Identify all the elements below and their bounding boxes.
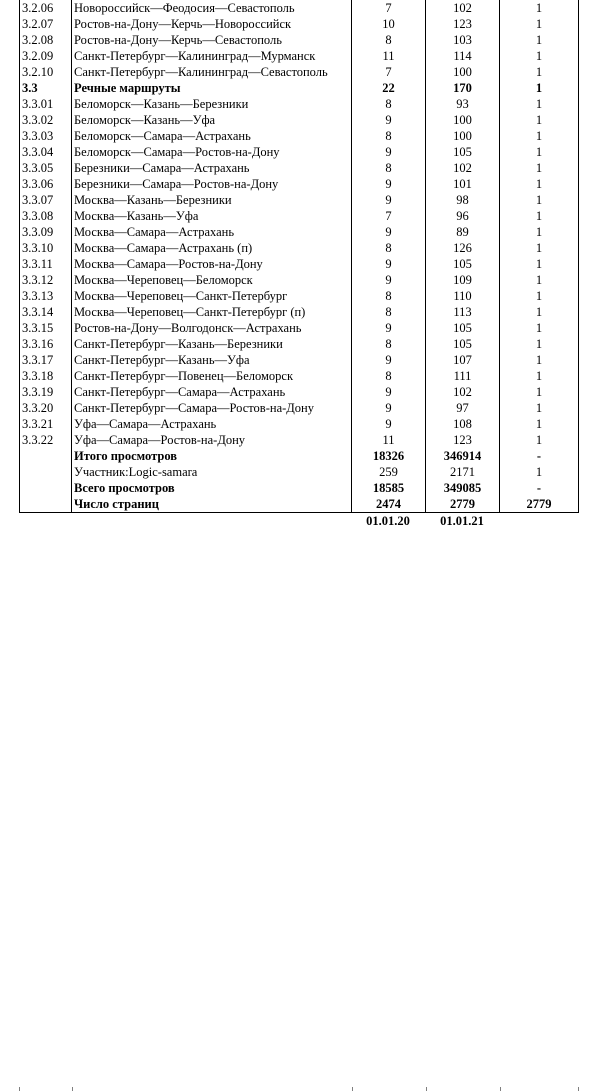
route-code-cell: 3.3.10 xyxy=(20,240,72,256)
route-code-cell: 3.3.09 xyxy=(20,224,72,240)
pages-count-cell: 1 xyxy=(500,288,579,304)
route-code-cell: 3.3.11 xyxy=(20,256,72,272)
views-2021-cell: 97 xyxy=(426,400,500,416)
table-row xyxy=(20,0,579,16)
table-row xyxy=(20,192,579,208)
views-2020-cell: 9 xyxy=(352,112,426,128)
views-2021-cell: 123 xyxy=(426,432,500,448)
table-row xyxy=(20,352,579,368)
pages-count-cell: 1 xyxy=(500,224,579,240)
views-2020-cell: 9 xyxy=(352,192,426,208)
route-name-cell: Санкт-Петербург—Калининград—Севастополь xyxy=(72,64,352,80)
route-code-cell: 3.2.06 xyxy=(20,0,72,16)
pages-count-cell: 1 xyxy=(500,192,579,208)
views-2020-cell: 8 xyxy=(352,240,426,256)
pages-count-cell: 1 xyxy=(500,256,579,272)
route-name-cell: Санкт-Петербург—Калининград—Мурманск xyxy=(72,48,352,64)
route-code-cell: 3.3.14 xyxy=(20,304,72,320)
table-row xyxy=(20,432,579,448)
route-name-cell: Санкт-Петербург—Повенец—Беломорск xyxy=(72,368,352,384)
pages-count-cell: 1 xyxy=(500,320,579,336)
route-code-cell xyxy=(20,480,72,496)
table-row xyxy=(20,208,579,224)
views-2020-cell: 259 xyxy=(352,464,426,480)
pages-count-cell: 1 xyxy=(500,0,579,16)
pages-count-cell: 1 xyxy=(500,352,579,368)
table-row xyxy=(20,224,579,240)
views-2020-cell: 8 xyxy=(352,288,426,304)
route-name-cell: Ростов-на-Дону—Волгодонск—Астрахань xyxy=(72,320,352,336)
views-2021-cell: 2779 xyxy=(426,496,500,513)
views-2021-cell: 349085 xyxy=(426,480,500,496)
views-2021-cell: 114 xyxy=(426,48,500,64)
route-code-cell: 3.3.13 xyxy=(20,288,72,304)
pages-count-cell: 1 xyxy=(500,96,579,112)
views-2021-cell: 102 xyxy=(426,160,500,176)
route-name-cell: Москва—Казань—Березники xyxy=(72,192,352,208)
views-2021-cell: 105 xyxy=(426,144,500,160)
column-tick xyxy=(426,1087,427,1091)
route-code-cell: 3.3.01 xyxy=(20,96,72,112)
views-2021-cell: 346914 xyxy=(426,448,500,464)
route-name-cell: Санкт-Петербург—Казань—Уфа xyxy=(72,352,352,368)
route-name-cell: Участник:Logic-samara xyxy=(72,464,352,480)
views-2021-cell: 89 xyxy=(426,224,500,240)
table-row xyxy=(20,464,579,480)
route-name-cell: Беломорск—Самара—Астрахань xyxy=(72,128,352,144)
views-2020-cell: 8 xyxy=(352,304,426,320)
views-2020-cell: 11 xyxy=(352,48,426,64)
spreadsheet-page xyxy=(19,0,578,530)
pages-count-cell: 1 xyxy=(500,176,579,192)
views-2020-cell: 8 xyxy=(352,160,426,176)
pages-count-cell: 1 xyxy=(500,368,579,384)
views-2021-cell: 111 xyxy=(426,368,500,384)
route-name-cell: Березники—Самара—Ростов-на-Дону xyxy=(72,176,352,192)
table-row xyxy=(20,368,579,384)
views-2021-cell: 101 xyxy=(426,176,500,192)
table-row xyxy=(20,256,579,272)
route-code-cell: 3.2.07 xyxy=(20,16,72,32)
views-2020-cell: 22 xyxy=(352,80,426,96)
route-name-cell: Итого просмотров xyxy=(72,448,352,464)
table-row xyxy=(20,176,579,192)
views-2021-cell: 100 xyxy=(426,64,500,80)
route-code-cell: 3.3.03 xyxy=(20,128,72,144)
views-2020-cell: 8 xyxy=(352,96,426,112)
routes-table xyxy=(19,0,579,513)
pages-count-cell: 1 xyxy=(500,128,579,144)
route-code-cell: 3.3.07 xyxy=(20,192,72,208)
views-2020-cell: 9 xyxy=(352,272,426,288)
date-2020-label: 01.01.20 xyxy=(366,514,410,528)
pages-count-cell: 1 xyxy=(500,272,579,288)
views-2020-cell: 7 xyxy=(352,64,426,80)
pages-count-cell: 1 xyxy=(500,64,579,80)
views-2021-cell: 108 xyxy=(426,416,500,432)
route-name-cell: Ростов-на-Дону—Керчь—Севастополь xyxy=(72,32,352,48)
views-2020-cell: 9 xyxy=(352,176,426,192)
views-2020-cell: 9 xyxy=(352,320,426,336)
views-2021-cell: 100 xyxy=(426,112,500,128)
route-code-cell: 3.3.06 xyxy=(20,176,72,192)
route-code-cell: 3.3.15 xyxy=(20,320,72,336)
table-row xyxy=(20,496,579,513)
route-code-cell xyxy=(20,464,72,480)
table-row xyxy=(20,48,579,64)
views-2020-cell: 18326 xyxy=(352,448,426,464)
table-row xyxy=(20,240,579,256)
table-row xyxy=(20,32,579,48)
pages-count-cell: 1 xyxy=(500,384,579,400)
route-name-cell: Новороссийск—Феодосия—Севастополь xyxy=(72,0,352,16)
column-tick xyxy=(72,1087,73,1091)
views-2021-cell: 105 xyxy=(426,336,500,352)
table-row xyxy=(20,64,579,80)
table-row xyxy=(20,80,579,96)
route-name-cell: Москва—Самара—Астрахань xyxy=(72,224,352,240)
views-2021-cell: 100 xyxy=(426,128,500,144)
route-code-cell: 3.3.22 xyxy=(20,432,72,448)
pages-count-cell: - xyxy=(500,448,579,464)
route-code-cell: 3.3 xyxy=(20,80,72,96)
route-code-cell: 3.2.08 xyxy=(20,32,72,48)
route-name-cell: Санкт-Петербург—Казань—Березники xyxy=(72,336,352,352)
views-2021-cell: 93 xyxy=(426,96,500,112)
column-tick xyxy=(19,1087,20,1091)
pages-count-cell: 1 xyxy=(500,336,579,352)
views-2020-cell: 11 xyxy=(352,432,426,448)
views-2021-cell: 102 xyxy=(426,384,500,400)
table-row xyxy=(20,288,579,304)
table-row xyxy=(20,336,579,352)
pages-count-cell: 1 xyxy=(500,464,579,480)
route-name-cell: Ростов-на-Дону—Керчь—Новороссийск xyxy=(72,16,352,32)
route-code-cell: 3.3.05 xyxy=(20,160,72,176)
table-row xyxy=(20,128,579,144)
views-2020-cell: 9 xyxy=(352,256,426,272)
route-name-cell: Березники—Самара—Астрахань xyxy=(72,160,352,176)
route-name-cell: Всего просмотров xyxy=(72,480,352,496)
route-code-cell: 3.3.02 xyxy=(20,112,72,128)
route-name-cell: Число страниц xyxy=(72,496,352,513)
pages-count-cell: 1 xyxy=(500,240,579,256)
route-code-cell: 3.2.10 xyxy=(20,64,72,80)
pages-count-cell: 1 xyxy=(500,432,579,448)
route-code-cell: 3.3.21 xyxy=(20,416,72,432)
table-row xyxy=(20,400,579,416)
route-name-cell: Санкт-Петербург—Самара—Ростов-на-Дону xyxy=(72,400,352,416)
table-row xyxy=(20,272,579,288)
route-name-cell: Москва—Казань—Уфа xyxy=(72,208,352,224)
route-code-cell: 3.3.08 xyxy=(20,208,72,224)
pages-count-cell: 1 xyxy=(500,304,579,320)
column-tick xyxy=(352,1087,353,1091)
table-row xyxy=(20,144,579,160)
views-2020-cell: 9 xyxy=(352,416,426,432)
table-row xyxy=(20,480,579,496)
views-2020-cell: 7 xyxy=(352,208,426,224)
pages-count-cell: 1 xyxy=(500,416,579,432)
pages-count-cell: 1 xyxy=(500,400,579,416)
views-2020-cell: 8 xyxy=(352,32,426,48)
views-2020-cell: 8 xyxy=(352,336,426,352)
route-code-cell: 3.3.17 xyxy=(20,352,72,368)
dates-row xyxy=(19,513,578,530)
table-row xyxy=(20,16,579,32)
route-code-cell: 3.3.04 xyxy=(20,144,72,160)
route-name-cell: Уфа—Самара—Ростов-на-Дону xyxy=(72,432,352,448)
route-name-cell: Санкт-Петербург—Самара—Астрахань xyxy=(72,384,352,400)
views-2021-cell: 170 xyxy=(426,80,500,96)
route-code-cell xyxy=(20,448,72,464)
route-name-cell: Беломорск—Казань—Березники xyxy=(72,96,352,112)
pages-count-cell: 1 xyxy=(500,112,579,128)
pages-count-cell: 1 xyxy=(500,16,579,32)
views-2021-cell: 98 xyxy=(426,192,500,208)
route-name-cell: Москва—Самара—Ростов-на-Дону xyxy=(72,256,352,272)
table-row xyxy=(20,384,579,400)
views-2020-cell: 2474 xyxy=(352,496,426,513)
views-2021-cell: 109 xyxy=(426,272,500,288)
route-code-cell: 3.2.09 xyxy=(20,48,72,64)
views-2021-cell: 96 xyxy=(426,208,500,224)
views-2020-cell: 18585 xyxy=(352,480,426,496)
route-name-cell: Москва—Череповец—Санкт-Петербург (п) xyxy=(72,304,352,320)
views-2020-cell: 9 xyxy=(352,144,426,160)
views-2021-cell: 107 xyxy=(426,352,500,368)
table-row xyxy=(20,448,579,464)
column-tick xyxy=(500,1087,501,1091)
route-code-cell: 3.3.20 xyxy=(20,400,72,416)
views-2020-cell: 9 xyxy=(352,384,426,400)
route-name-cell: Беломорск—Самара—Ростов-на-Дону xyxy=(72,144,352,160)
route-name-cell: Москва—Самара—Астрахань (п) xyxy=(72,240,352,256)
views-2020-cell: 9 xyxy=(352,352,426,368)
views-2020-cell: 8 xyxy=(352,128,426,144)
table-row xyxy=(20,112,579,128)
routes-table-body xyxy=(20,0,579,513)
table-row xyxy=(20,160,579,176)
views-2021-cell: 126 xyxy=(426,240,500,256)
views-2020-cell: 9 xyxy=(352,400,426,416)
views-2021-cell: 113 xyxy=(426,304,500,320)
views-2020-cell: 7 xyxy=(352,0,426,16)
route-code-cell: 3.3.16 xyxy=(20,336,72,352)
table-row xyxy=(20,320,579,336)
route-code-cell: 3.3.19 xyxy=(20,384,72,400)
pages-count-cell: - xyxy=(500,480,579,496)
pages-count-cell: 1 xyxy=(500,80,579,96)
route-name-cell: Москва—Череповец—Санкт-Петербург xyxy=(72,288,352,304)
route-name-cell: Речные маршруты xyxy=(72,80,352,96)
route-name-cell: Москва—Череповец—Беломорск xyxy=(72,272,352,288)
views-2021-cell: 105 xyxy=(426,256,500,272)
route-name-cell: Уфа—Самара—Астрахань xyxy=(72,416,352,432)
views-2021-cell: 110 xyxy=(426,288,500,304)
views-2021-cell: 105 xyxy=(426,320,500,336)
route-name-cell: Беломорск—Казань—Уфа xyxy=(72,112,352,128)
pages-count-cell: 2779 xyxy=(500,496,579,513)
pages-count-cell: 1 xyxy=(500,48,579,64)
views-2020-cell: 8 xyxy=(352,368,426,384)
pages-count-cell: 1 xyxy=(500,160,579,176)
views-2020-cell: 9 xyxy=(352,224,426,240)
views-2021-cell: 102 xyxy=(426,0,500,16)
route-code-cell: 3.3.12 xyxy=(20,272,72,288)
table-row xyxy=(20,96,579,112)
pages-count-cell: 1 xyxy=(500,144,579,160)
route-code-cell xyxy=(20,496,72,513)
pages-count-cell: 1 xyxy=(500,32,579,48)
views-2021-cell: 123 xyxy=(426,16,500,32)
views-2021-cell: 2171 xyxy=(426,464,500,480)
pages-count-cell: 1 xyxy=(500,208,579,224)
views-2021-cell: 103 xyxy=(426,32,500,48)
table-row xyxy=(20,304,579,320)
views-2020-cell: 10 xyxy=(352,16,426,32)
table-row xyxy=(20,416,579,432)
column-tick xyxy=(578,1087,579,1091)
date-2021-label: 01.01.21 xyxy=(440,514,484,528)
route-code-cell: 3.3.18 xyxy=(20,368,72,384)
